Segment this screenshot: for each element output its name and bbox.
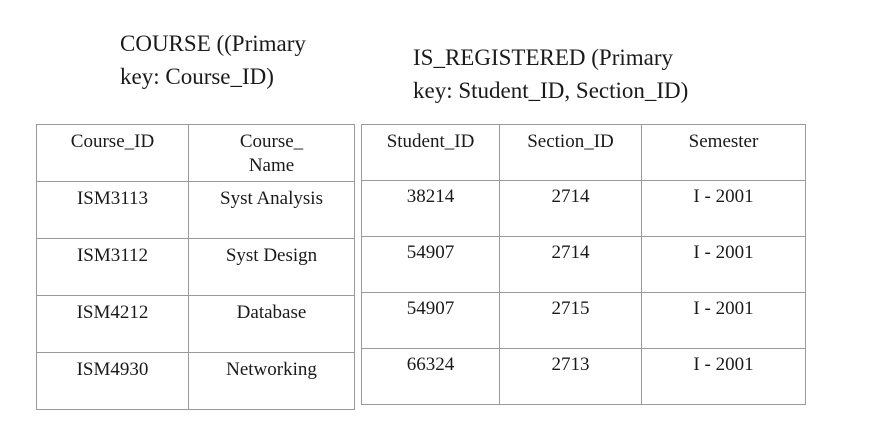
header-course-name-line-2: Name <box>248 155 295 176</box>
cell-course-name: Syst Analysis <box>189 182 355 239</box>
header-course-name <box>189 125 355 182</box>
cell-section-id: 2713 <box>500 349 642 405</box>
header-course-id: Course_ID <box>37 125 189 182</box>
cell-course-name: Database <box>189 296 355 353</box>
cell-course-id: ISM4212 <box>37 296 189 353</box>
cell-course-id: ISM4930 <box>37 353 189 410</box>
table-row <box>37 296 355 353</box>
header-section-id: Section_ID <box>500 125 642 181</box>
cell-semester: I - 2001 <box>642 237 806 293</box>
table-row <box>362 237 806 293</box>
table-row <box>362 181 806 237</box>
cell-section-id: 2715 <box>500 293 642 349</box>
course-caption-line-1: COURSE ((Primary <box>120 31 306 56</box>
course-header-row <box>37 125 355 182</box>
course-table <box>36 124 355 410</box>
course-caption-line-2: key: Course_ID) <box>120 64 274 89</box>
cell-semester: I - 2001 <box>642 349 806 405</box>
header-semester: Semester <box>642 125 806 181</box>
is-registered-caption <box>413 41 688 107</box>
is-registered-caption-line-1: IS_REGISTERED (Primary <box>413 45 674 70</box>
cell-course-id: ISM3112 <box>37 239 189 296</box>
cell-student-id: 66324 <box>362 349 500 405</box>
cell-course-name: Syst Design <box>189 239 355 296</box>
is-registered-caption-line-2: key: Student_ID, Section_ID) <box>413 78 689 103</box>
cell-course-id: ISM3113 <box>37 182 189 239</box>
table-row <box>37 353 355 410</box>
header-student-id: Student_ID <box>362 125 500 181</box>
is-registered-header-row <box>362 125 806 181</box>
course-caption <box>120 27 306 93</box>
cell-student-id: 54907 <box>362 293 500 349</box>
cell-student-id: 38214 <box>362 181 500 237</box>
cell-course-name: Networking <box>189 353 355 410</box>
table-row <box>37 182 355 239</box>
table-row <box>362 349 806 405</box>
cell-section-id: 2714 <box>500 181 642 237</box>
header-course-name-line-1: Course_ <box>239 131 304 152</box>
cell-semester: I - 2001 <box>642 293 806 349</box>
cell-semester: I - 2001 <box>642 181 806 237</box>
cell-section-id: 2714 <box>500 237 642 293</box>
table-row <box>362 293 806 349</box>
cell-student-id: 54907 <box>362 237 500 293</box>
table-row <box>37 239 355 296</box>
is-registered-table <box>361 124 806 405</box>
